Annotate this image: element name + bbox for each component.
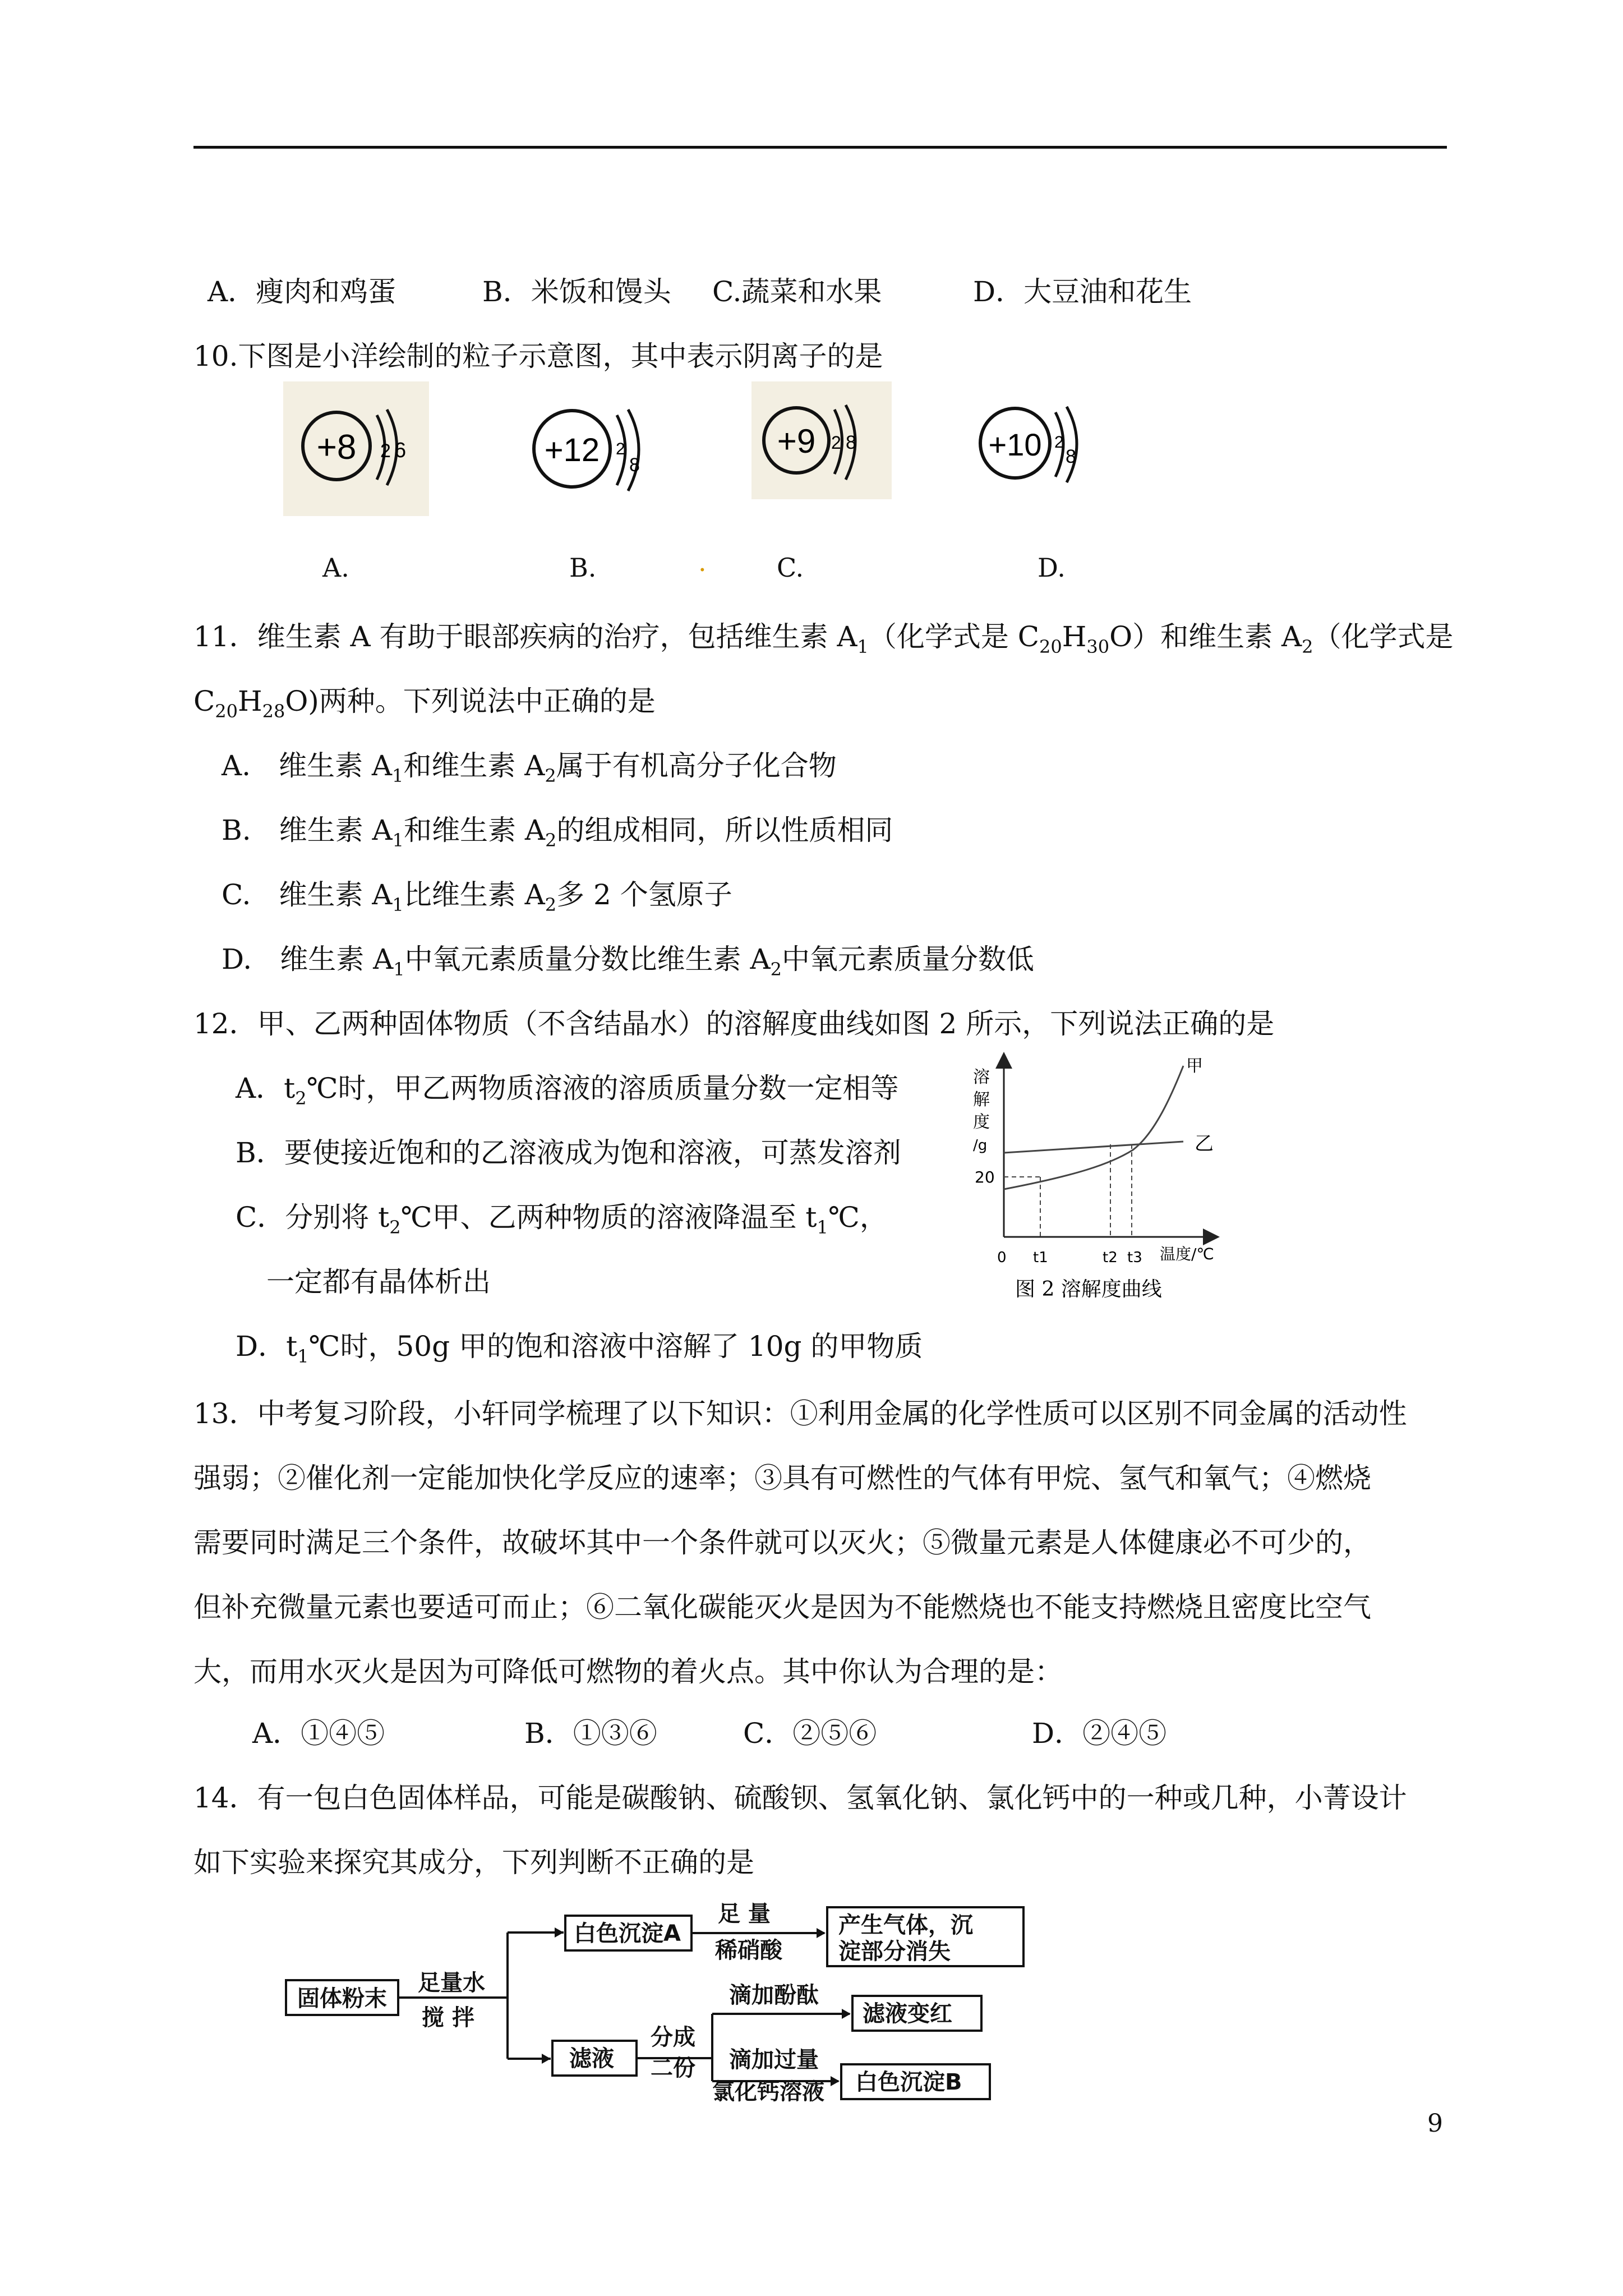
q11-stem-line-2: $C_{20}H_{28}O$)两种。下列说法中正确的是: [193, 685, 656, 722]
series-jia-curve: [1004, 1066, 1183, 1189]
q12-option-d: D．$t_1℃$时，50g 甲的饱和溶液中溶解了 10g 的甲物质: [236, 1330, 923, 1367]
flow-precip-b: 白色沉淀B: [855, 2069, 962, 2095]
atom-c-nucleus: +9: [777, 422, 816, 460]
q13-line-2: 强弱；②催化剂一定能加快化学反应的速率；③具有可燃性的气体有甲烷、氢气和氧气；④燃烧: [193, 1462, 1371, 1494]
atom-d-diagram: [980, 407, 1077, 482]
x-axis-label: 温度/℃: [1160, 1245, 1214, 1263]
atom-c-shell-2: 8: [846, 432, 856, 453]
flow-acid-top: 足 量: [718, 1901, 771, 1927]
flow-precip-a: 白色沉淀A: [574, 1921, 681, 1947]
particle-diagrams: [280, 381, 1122, 522]
flow-result-a-1: 产生气体，沉: [838, 1912, 973, 1938]
atom-d-shell-1: 2: [1054, 433, 1064, 452]
atom-b-shell-1: 2: [616, 440, 625, 458]
q12-option-a: A．$t_2℃$时，甲乙两物质溶液的溶质质量分数一定相等: [236, 1072, 899, 1109]
atom-d-nucleus: +10: [988, 427, 1042, 462]
atom-d-shell-2: 8: [1066, 446, 1076, 467]
q12-option-b: B．要使接近饱和的乙溶液成为饱和溶液，可蒸发溶剂: [236, 1137, 901, 1169]
q9-option-a: A．瘦肉和鸡蛋: [208, 275, 396, 308]
q11-option-c: C. 维生素 $A_1$比维生素 $A_2$多 2 个氢原子: [222, 878, 732, 915]
q13-line-3: 需要同时满足三个条件，故破坏其中一个条件就可以灭火；⑤微量元素是人体健康必不可少的，: [193, 1526, 1371, 1559]
y-label-char-1: 溶: [973, 1068, 990, 1087]
flow-water: 足量水: [418, 1970, 485, 1996]
q11-stem-line-1: 11．维生素 A 有助于眼部疾病的治疗，包括维生素 $A_1$（化学式是 $C_{20}H_{30}O$）和维生素 $A_2$（化学式是: [193, 620, 1454, 657]
q10-label-a: A.: [322, 553, 349, 583]
flow-result-a-2: 淀部分消失: [838, 1939, 951, 1964]
q14-line-2: 如下实验来探究其成分，下列判断不正确的是: [193, 1846, 754, 1879]
q9-option-d: D．大豆油和花生: [973, 275, 1192, 308]
flow-phenol: 滴加酚酞: [729, 1982, 819, 2008]
q12-option-c-cont: 一定都有晶体析出: [266, 1266, 491, 1298]
flow-split-bottom: 二份: [651, 2055, 695, 2081]
x-tick-0: 0: [997, 1249, 1007, 1266]
experiment-flowchart: [269, 1896, 1054, 2105]
atom-b-nucleus: +12: [544, 432, 600, 468]
q10-label-b: B.: [569, 553, 597, 583]
q13-option-a: A．①④⑤: [252, 1717, 385, 1750]
q14-line-1: 14．有一包白色固体样品，可能是碳酸钠、硫酸钡、氢氧化钠、氯化钙中的一种或几种，小菁设计: [193, 1782, 1407, 1814]
q12-option-c: C．分别将 $t_2℃$甲、乙两种物质的溶液降温至 $t_1℃$，: [236, 1201, 888, 1238]
q10-label-d: D.: [1038, 553, 1066, 583]
atom-a-nucleus: +8: [316, 428, 357, 467]
flow-red: 滤液变红: [863, 2001, 952, 2027]
q9-option-c: C.蔬菜和水果: [712, 275, 882, 308]
x-tick-t3: t3: [1127, 1249, 1142, 1266]
flow-cacl-top: 滴加过量: [729, 2047, 819, 2073]
q10-label-c: C.: [777, 553, 804, 583]
flow-stir: 搅 拌: [422, 2005, 474, 2031]
y-label-char-4: /g: [973, 1137, 988, 1154]
stray-mark: .: [698, 547, 707, 577]
y-tick-20: 20: [975, 1168, 995, 1186]
header-rule: [193, 146, 1447, 149]
x-tick-t1: t1: [1033, 1249, 1048, 1266]
x-tick-t2: t2: [1103, 1249, 1118, 1266]
flow-split-top: 分成: [651, 2024, 695, 2050]
solubility-chart: [948, 1049, 1239, 1307]
atom-b-shell-2: 8: [629, 454, 640, 476]
flow-cacl-bottom: 氯化钙溶液: [712, 2079, 824, 2105]
chart-caption: 图 2 溶解度曲线: [1015, 1278, 1162, 1301]
y-label-char-3: 度: [973, 1112, 990, 1132]
series-yi-label: 乙: [1195, 1133, 1214, 1155]
q11-option-b: B. 维生素 $A_1$和维生素 $A_2$的组成相同，所以性质相同: [222, 814, 893, 851]
q12-stem: 12．甲、乙两种固体物质（不含结晶水）的溶解度曲线如图 2 所示，下列说法正确的是: [193, 1007, 1275, 1040]
atom-c-shell-1: 2: [831, 432, 841, 453]
atom-c-background: [751, 381, 892, 499]
q13-line-4: 但补充微量元素也要适可而止；⑥二氧化碳能灭火是因为不能燃烧也不能支持燃烧且密度比空气: [193, 1591, 1371, 1623]
q13-option-d: D．②④⑤: [1032, 1717, 1167, 1750]
q13-option-b: B．①③⑥: [524, 1717, 657, 1750]
q13-line-5: 大，而用水灭火是因为可降低可燃物的着火点。其中你认为合理的是：: [193, 1655, 1063, 1688]
q11-option-a: A. 维生素 $A_1$和维生素 $A_2$属于有机高分子化合物: [222, 749, 837, 786]
flow-start: 固体粉末: [297, 1986, 387, 2012]
atom-a-shell-2: 6: [394, 439, 407, 462]
flow-acid-bottom: 稀硝酸: [715, 1938, 782, 1963]
flow-filtrate: 滤液: [569, 2046, 614, 2072]
q9-option-b: B．米饭和馒头: [482, 275, 671, 308]
q13-option-c: C．②⑤⑥: [743, 1717, 877, 1750]
q10-stem: 10.下图是小洋绘制的粒子示意图，其中表示阴离子的是: [193, 340, 883, 372]
atom-b-diagram: [534, 409, 640, 491]
q13-line-1: 13．中考复习阶段，小轩同学梳理了以下知识：①利用金属的化学性质可以区别不同金属的活动性: [193, 1397, 1407, 1430]
q11-option-d: D. 维生素 $A_1$中氧元素质量分数比维生素 $A_2$中氧元素质量分数低: [222, 943, 1034, 980]
series-jia-label: 甲: [1186, 1056, 1203, 1076]
atom-a-shell-1: 2: [380, 440, 391, 462]
series-yi-line: [1004, 1142, 1183, 1153]
y-label-char-2: 解: [973, 1090, 990, 1110]
page-number: 9: [1427, 2109, 1443, 2138]
